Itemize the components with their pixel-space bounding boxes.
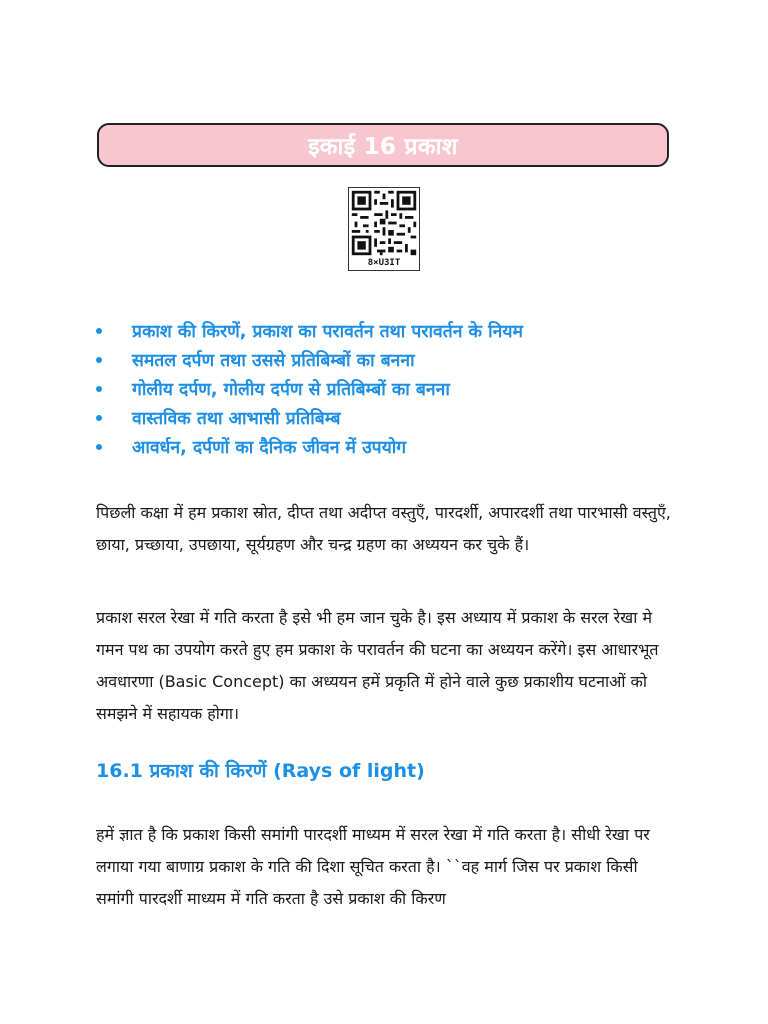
topic-text: वास्तविक तथा आभासी प्रतिबिम्ब — [132, 408, 341, 429]
bullet-icon — [96, 328, 102, 334]
unit-title: इकाई 16 प्रकाश — [308, 134, 458, 160]
list-item — [96, 403, 523, 432]
qr-code[interactable] — [348, 187, 420, 271]
qr-code-label: 8×U3IT — [367, 258, 401, 268]
topic-text: समतल दर्पण तथा उससे प्रतिबिम्बों का बनना — [132, 350, 415, 371]
bullet-icon — [96, 444, 102, 450]
topic-text: गोलीय दर्पण, गोलीय दर्पण से प्रतिबिम्बों का बनना — [132, 379, 450, 400]
unit-title-banner — [97, 123, 669, 167]
topic-text: प्रकाश की किरणें, प्रकाश का परावर्तन तथा परावर्तन के नियम — [132, 321, 523, 342]
bullet-icon — [96, 415, 102, 421]
intro-paragraph: प्रकाश सरल रेखा में गति करता है इसे भी हम जान चुके है। इस अध्याय में प्रकाश के सरल रेखा मे गमन पथ का उपयोग करते हुए हम प्रकाश के परावर्तन की घटना का अध्ययन करेंगे। इस आधारभूत अवधारणा (Basic Concept) का अध्ययन हमें प्रकृति में होने वाले कुछ प्रकाशीय घटनाओं को समझने में सहायक होगा। — [96, 608, 659, 723]
qr-code-icon — [349, 188, 419, 258]
section-paragraph: हमें ज्ञात है कि प्रकाश किसी समांगी पारदर्शी माध्यम में सरल रेखा में गति करता है। सीधी रेखा पर लगाया गया बाणाग्र प्रकाश के गति की दिशा सूचित करता है। ``वह मार्ग जिस पर प्रकाश किसी समांगी पारदर्शी माध्यम में गति करता है उसे प्रकाश की किरण — [96, 825, 650, 908]
bullet-icon — [96, 386, 102, 392]
list-item — [96, 345, 523, 374]
section-heading: 16.1 प्रकाश की किरणें (Rays of light) — [96, 760, 425, 782]
list-item — [96, 374, 523, 403]
list-item — [96, 316, 523, 345]
intro-paragraph: पिछली कक्षा में हम प्रकाश स्रोत, दीप्त तथा अदीप्त वस्तुएँ, पारदर्शी, अपारदर्शी तथा पारभासी वस्तुएँ, छाया, प्रच्छाया, उपछाया, सूर्यग्रहण और चन्द्र ग्रहण का अध्ययन कर चुके हैं। — [96, 503, 671, 554]
topic-text: आवर्धन, दर्पणों का दैनिक जीवन में उपयोग — [132, 437, 407, 458]
topic-list — [96, 316, 523, 461]
list-item — [96, 432, 523, 461]
bullet-icon — [96, 357, 102, 363]
